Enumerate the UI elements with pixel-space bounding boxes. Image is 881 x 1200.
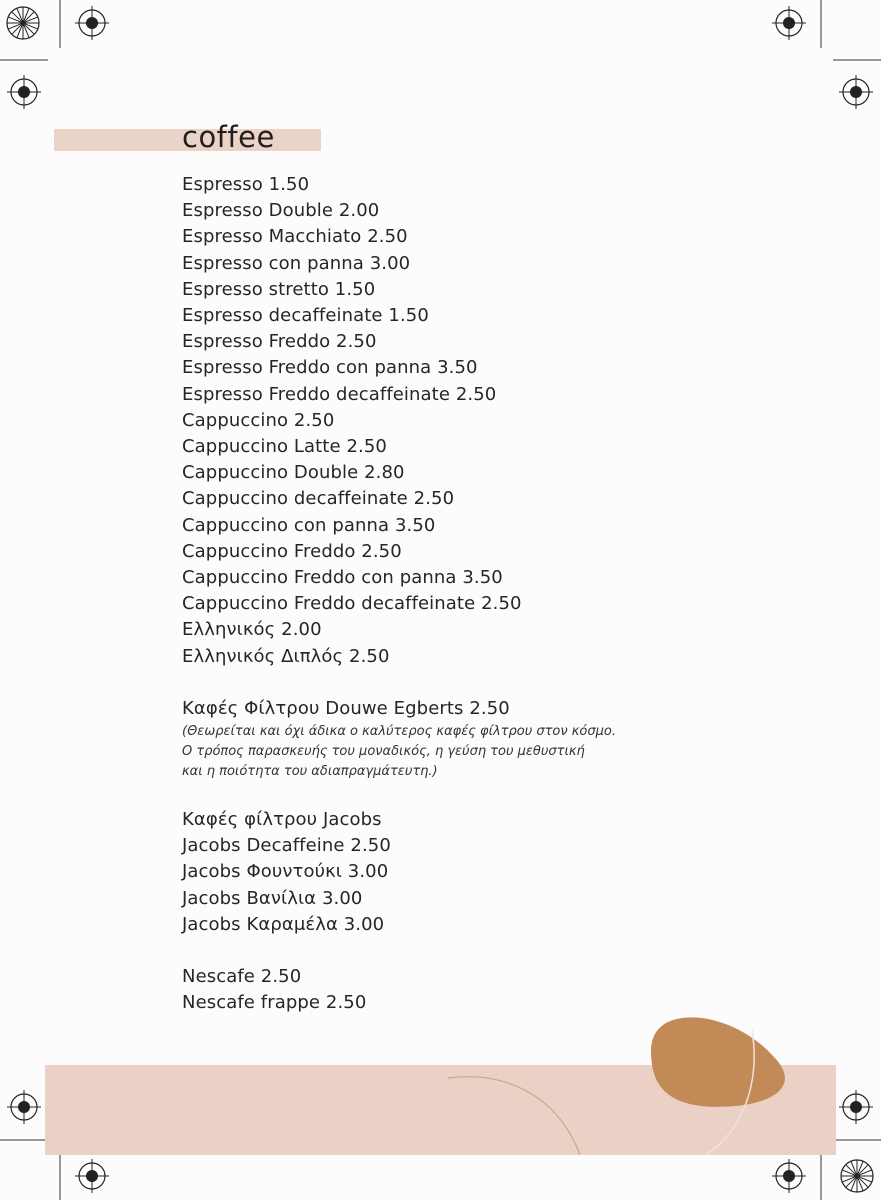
menu-item: Καφές Φίλτρου Douwe Egberts 2.50 (182, 697, 510, 719)
menu-item: Cappuccino Freddo con panna 3.50 (182, 567, 503, 589)
menu-item: Nescafe frappe 2.50 (182, 992, 367, 1014)
menu-item: Cappuccino decaffeinate 2.50 (182, 488, 455, 510)
menu-item: Espresso Freddo con panna 3.50 (182, 357, 478, 379)
menu-item: Cappuccino Freddo decaffeinate 2.50 (182, 593, 522, 615)
menu-item: Espresso 1.50 (182, 174, 310, 195)
menu-item: Nescafe 2.50 (182, 966, 302, 988)
menu-item: Jacobs Βανίλια 3.00 (182, 887, 363, 909)
item-description-line: και η ποιότητα του αδιαπραγμάτευτη.) (182, 764, 438, 780)
menu-item: Cappuccino Freddo 2.50 (182, 540, 402, 562)
menu-item: Cappuccino con panna 3.50 (182, 514, 436, 536)
menu-item: Espresso Double 2.00 (182, 200, 380, 222)
menu-item: Espresso Macchiato 2.50 (182, 226, 408, 248)
menu-item: Ελληνικός 2.00 (182, 619, 322, 641)
menu-item: Jacobs Καραμέλα 3.00 (182, 913, 385, 935)
menu-item: Ελληνικός Διπλός 2.50 (182, 645, 390, 667)
menu-item: Espresso decaffeinate 1.50 (182, 305, 429, 327)
menu-item: Espresso Freddo decaffeinate 2.50 (182, 383, 497, 405)
item-description-line: Ο τρόπος παρασκευής του μοναδικός, η γεύση του μεθυστική (182, 744, 585, 760)
menu-item: Jacobs Decaffeine 2.50 (182, 835, 391, 857)
menu-item: Καφές φίλτρου Jacobs (182, 809, 382, 831)
menu-item: Cappuccino 2.50 (182, 409, 335, 431)
menu-item: Cappuccino Latte 2.50 (182, 436, 387, 458)
menu-item: Espresso con panna 3.00 (182, 252, 411, 274)
menu-item: Espresso stretto 1.50 (182, 278, 376, 300)
menu-item: Cappuccino Double 2.80 (182, 462, 405, 484)
brown-blob-shape (651, 1017, 785, 1106)
page-title: coffee (182, 120, 275, 154)
menu-item: Espresso Freddo 2.50 (182, 331, 377, 353)
decorative-arc-line (448, 1077, 580, 1155)
menu-item: Jacobs Φουντούκι 3.00 (182, 861, 389, 883)
item-description-line: (Θεωρείται και όχι άδικα ο καλύτερος καφές φίλτρου στον κόσμο. (182, 724, 616, 740)
